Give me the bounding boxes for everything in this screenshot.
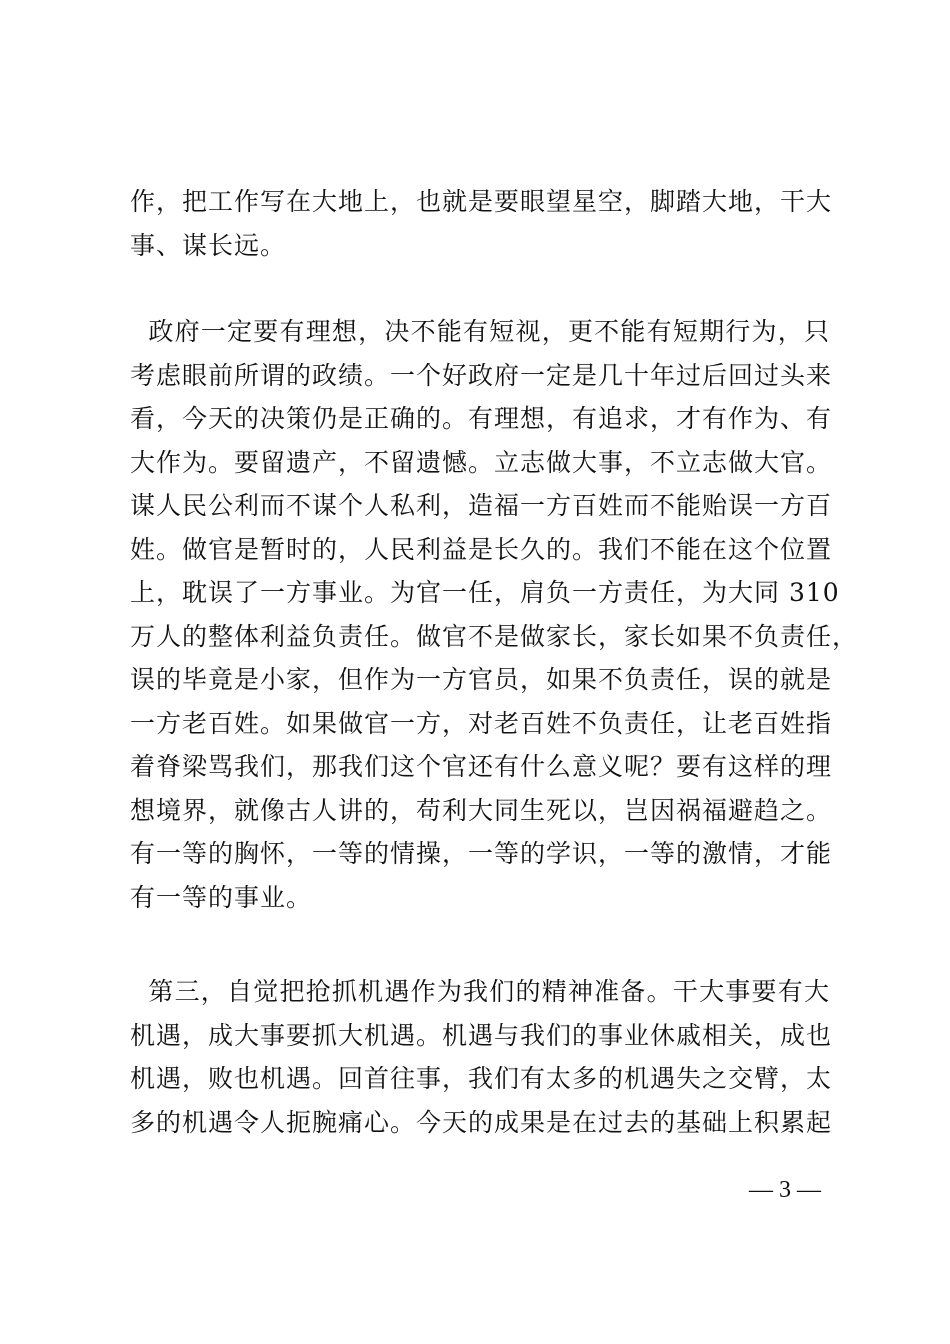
text-line: 上，耽误了一方事业。为官一任，肩负一方责任，为大同 310 — [130, 578, 840, 607]
paragraph-2 — [130, 310, 859, 919]
text-line: 政府一定要有理想，决不能有短视，更不能有短期行为，只 — [130, 317, 830, 346]
text-line: 误的毕竟是小家，但作为一方官员，如果不负责任，误的就是 — [130, 665, 833, 694]
text-line: 一方老百姓。如果做官一方，对老百姓不负责任，让老百姓指 — [130, 708, 833, 738]
text-line: 第三，自觉把抢抓机遇作为我们的精神准备。干大事要有大 — [130, 977, 830, 1006]
text-line: 考虑眼前所谓的政绩。一个好政府一定是几十年过后回过头来 — [130, 360, 833, 390]
text-line: 有一等的胸怀，一等的情操，一等的学识，一等的激情，才能 — [130, 839, 833, 868]
text-line: 姓。做官是暂时的，人民利益是长久的。我们不能在这个位置 — [130, 534, 833, 564]
paragraph-3 — [130, 970, 833, 1144]
text-line: 多的机遇令人扼腕痛心。今天的成果是在过去的基础上积累起 — [130, 1107, 833, 1137]
text-line: 有一等的事业。 — [130, 882, 313, 912]
text-line: 机遇，败也机遇。回首往事，我们有太多的机遇失之交臂，太 — [130, 1064, 833, 1093]
text-line: 谋人民公利而不谋个人私利，造福一方百姓而不能贻误一方百 — [130, 491, 833, 520]
text-line: 看，今天的决策仍是正确的。有理想，有追求，才有作为、有 — [130, 404, 833, 433]
text-line: 万人的整体利益负责任。做官不是做家长，家长如果不负责任， — [130, 621, 859, 651]
text-line: 大作为。要留遗产，不留遗憾。立志做大事，不立志做大官。 — [130, 447, 833, 477]
text-line: 想境界，就像古人讲的，苟利大同生死以，岂因祸福避趋之。 — [130, 795, 833, 825]
page-number: — 3 — — [749, 1177, 821, 1203]
text-line: 机遇，成大事要抓大机遇。机遇与我们的事业休戚相关，成也 — [130, 1020, 833, 1050]
text-line: 作，把工作写在大地上，也就是要眼望星空，脚踏大地，干大 — [130, 187, 833, 216]
text-line: 着脊梁骂我们，那我们这个官还有什么意义呢？要有这样的理 — [130, 752, 833, 781]
paragraph-1 — [130, 180, 833, 267]
text-line: 事、谋长远。 — [130, 230, 287, 260]
